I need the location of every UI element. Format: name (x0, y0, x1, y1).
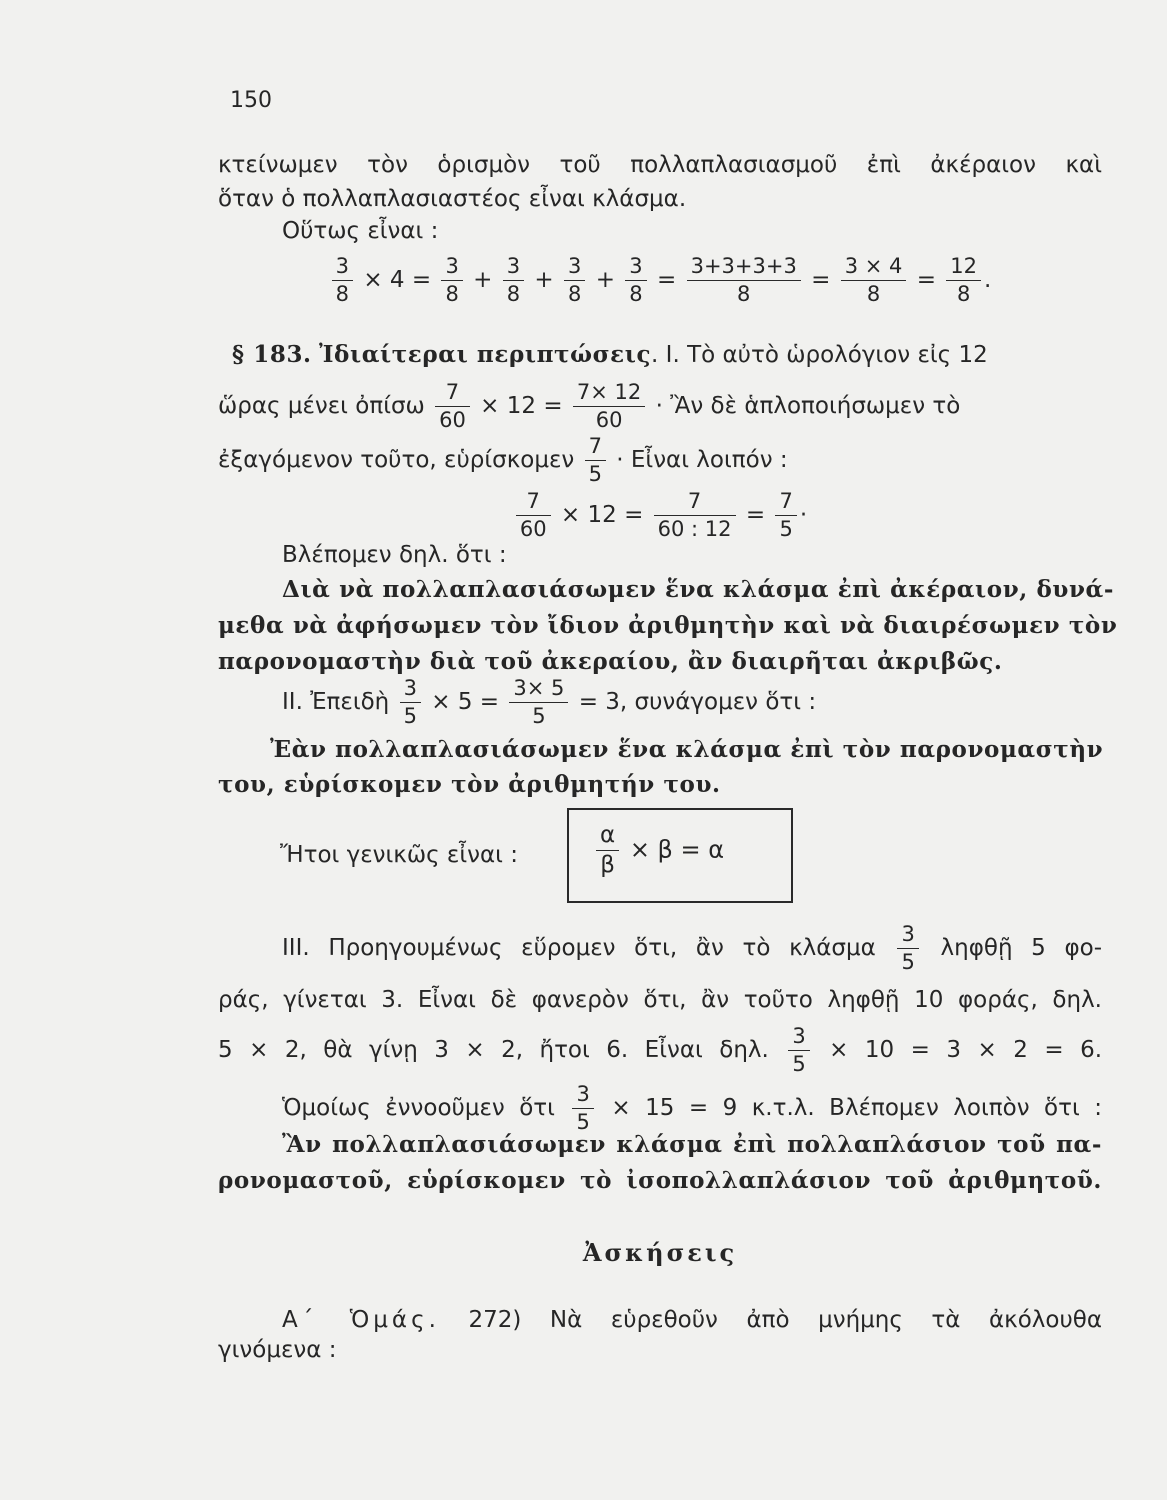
fraction: $\frac{7\times 12}{60}$ (573, 382, 645, 431)
paragraph-5-line-1: ΙΙΙ. Προηγουμένως εὕρομεν ὅτι, ἂν τὸ κλάσμα $\frac{3}{5}$ ληφθῇ 5 φο- (282, 922, 1103, 974)
fraction: $\frac{7}{60}$ (435, 382, 470, 431)
fraction: $\frac{3\times 5}{5}$ (509, 678, 568, 727)
rule-2-line-2: του, εὑρίσκομεν τὸν ἀριθμητήν του. (218, 771, 721, 798)
rule-1-line-2: μεθα νὰ ἀφήσωμεν τὸν ἴδιον ἀριθμητὴν καὶ νὰ διαιρέσωμεν τὸν (218, 612, 1118, 639)
fraction: $\frac{12}{8}$ (946, 256, 981, 305)
paragraph-2-line-1: ὥρας μένει ὀπίσω $\frac{7}{60}$ × 12 = $\frac{7\times 12}{60}$ · Ἂν δὲ ἁπλοποιήσωμεν τὸ (218, 380, 961, 432)
fraction: $\frac{3}{8}$ (625, 256, 646, 305)
intro-line-1: κτείνωμεν τὸν ὁρισμὸν τοῦ πολλαπλασιασμοῦ ἐπὶ ἀκέραιον καὶ (218, 152, 1102, 178)
exercise-line-2: γινόμενα : (218, 1337, 337, 1363)
fraction: $\frac{3}{8}$ (503, 256, 524, 305)
fraction: $\frac{3}{5}$ (572, 1084, 593, 1133)
rule-1-line-1: Διὰ νὰ πολλαπλασιάσωμεν ἕνα κλάσμα ἐπὶ ἀκέραιον, δυνά- (282, 576, 1114, 603)
equation-2: $\frac{7}{60}$ × 12 = $\frac{7}{60 : 12}$ = $\frac{7}{5}$ · (218, 487, 1102, 543)
fraction: $\frac{3}{5}$ (788, 1026, 809, 1075)
section-number: § 183. (232, 341, 312, 368)
rule-2-line-1: Ἐὰν πολλαπλασιάσωμεν ἕνα κλάσμα ἐπὶ τὸν παρονομαστὴν (270, 736, 1104, 763)
fraction: $\frac{3}{8}$ (441, 256, 462, 305)
intro-line-3: Οὕτως εἶναι : (282, 218, 439, 244)
general-label: Ἤτοι γενικῶς εἶναι : (280, 842, 518, 868)
fraction: $\frac{7}{60 : 12}$ (654, 491, 736, 540)
exercise-group: Α΄ Ὁμάς. (282, 1307, 440, 1333)
paragraph-5-line-2: ράς, γίνεται 3. Εἶναι δὲ φανερὸν ὅτι, ἂν τοῦτο ληφθῇ 10 φοράς, δηλ. (218, 987, 1102, 1013)
fraction: $\frac{3}{8}$ (564, 256, 585, 305)
exercise-line-1: Α΄ Ὁμάς. 272) Νὰ εὑρεθοῦν ἀπὸ μνήμης τὰ ἀκόλουθα (282, 1307, 1102, 1333)
fraction: $\frac{7}{60}$ (516, 491, 551, 540)
equation-1: $\frac{3}{8}$ × 4 = $\frac{3}{8}$ + $\frac{3}{8}$ + $\frac{3}{8}$ + $\frac{3}{8}$ = $\frac{3+3+3+3}{8}$ = $\frac{3 \times 4}{8}$ = $\frac{12}{8}$ . (218, 250, 1102, 310)
page-number: 150 (230, 88, 272, 113)
formula-box: $\frac{\alpha}{\beta}$ × β = α (567, 808, 793, 903)
section-heading-line: § 183. Ἰδιαίτεραι περιπτώσεις. Ι. Τὸ αὐτὸ ὡρολόγιον εἰς 12 (232, 341, 988, 368)
paragraph-6: Ὁμοίως ἐννοοῦμεν ὅτι $\frac{3}{5}$ × 15 = 9 κ.τ.λ. Βλέπομεν λοιπὸν ὅτι : (282, 1082, 1102, 1134)
fraction: $\frac{7}{5}$ (775, 491, 796, 540)
rule-1-line-3: παρονομαστὴν διὰ τοῦ ἀκεραίου, ἂν διαιρῆται ἀκριβῶς. (218, 648, 1003, 675)
paragraph-4: ΙΙ. Ἐπειδὴ $\frac{3}{5}$ × 5 = $\frac{3\times 5}{5}$ = 3, συνάγομεν ὅτι : (282, 676, 817, 728)
fraction: $\frac{3}{5}$ (897, 924, 918, 973)
fraction: $\frac{7}{5}$ (585, 436, 606, 485)
section-title: Ἰδιαίτεραι περιπτώσεις (318, 341, 652, 368)
fraction: $\frac{3+3+3+3}{8}$ (687, 256, 801, 305)
rule-3-line-1: Ἂν πολλαπλασιάσωμεν κλάσμα ἐπὶ πολλαπλάσιον τοῦ πα- (282, 1131, 1102, 1158)
paragraph-5-line-3: 5 × 2, θὰ γίνῃ 3 × 2, ἤτοι 6. Εἶναι δηλ. $\frac{3}{5}$ × 10 = 3 × 2 = 6. (218, 1024, 1103, 1076)
rule-3-line-2: ρονομαστοῦ, εὑρίσκομεν τὸ ἰσοπολλαπλάσιον τοῦ ἀριθμητοῦ. (218, 1167, 1102, 1194)
fraction: $\frac{3 \times 4}{8}$ (841, 256, 907, 305)
paragraph-2-line-2: ἐξαγόμενον τοῦτο, εὑρίσκομεν $\frac{7}{5}$ · Εἶναι λοιπόν : (218, 434, 788, 486)
paragraph-3: Βλέπομεν δηλ. ὅτι : (282, 542, 507, 568)
intro-line-2: ὅταν ὁ πολλαπλασιαστέος εἶναι κλάσμα. (218, 186, 687, 212)
fraction: $\frac{\alpha}{\beta}$ (596, 824, 619, 877)
fraction: $\frac{3}{8}$ (332, 256, 353, 305)
fraction: $\frac{3}{5}$ (400, 678, 421, 727)
exercises-heading: Ἀσκήσεις (582, 1238, 738, 1267)
